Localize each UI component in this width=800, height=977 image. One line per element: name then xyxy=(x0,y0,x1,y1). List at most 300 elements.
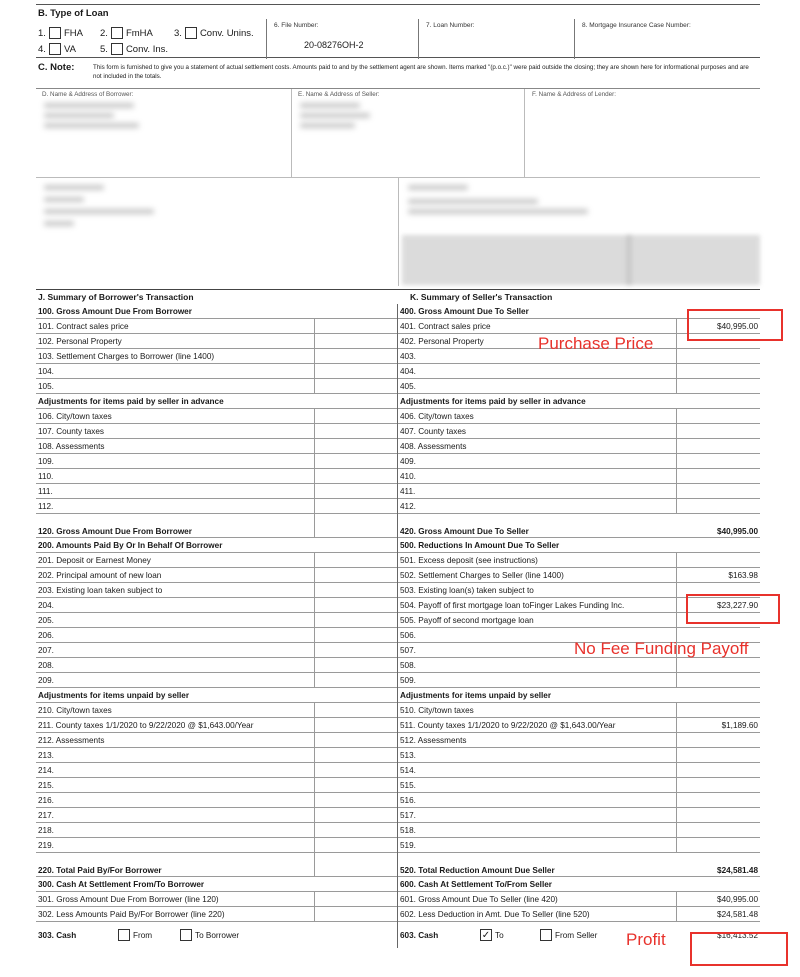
seller-row-label: 509. xyxy=(400,676,416,685)
borrower-row-label: 100. Gross Amount Due From Borrower xyxy=(38,307,192,316)
seller-row-label: 520. Total Reduction Amount Due Seller xyxy=(400,866,555,875)
seller-row-label: 508. xyxy=(400,661,416,670)
seller-row-label: 517. xyxy=(400,811,416,820)
seller-row xyxy=(398,853,760,877)
borrower-row-label: 219. xyxy=(38,841,54,850)
seller-column xyxy=(398,304,760,948)
seller-row xyxy=(398,793,760,808)
amount-column-divider xyxy=(314,469,315,483)
loan-option-conv-ins[interactable] xyxy=(100,43,168,55)
seller-summary-title: K. Summary of Seller's Transaction xyxy=(410,292,553,302)
borrower-row-label: 215. xyxy=(38,781,54,790)
borrower-row xyxy=(36,643,397,658)
seller-row-amount: $23,227.90 xyxy=(717,601,758,610)
redacted-text xyxy=(300,113,370,118)
borrower-row-label: 206. xyxy=(38,631,54,640)
amount-column-divider xyxy=(676,454,677,468)
borrower-row-label: 120. Gross Amount Due From Borrower xyxy=(38,527,192,536)
borrower-row xyxy=(36,568,397,583)
amount-column-divider xyxy=(676,613,677,627)
amount-column-divider xyxy=(676,484,677,498)
seller-row-label: 514. xyxy=(400,766,416,775)
borrower-row-label: 203. Existing loan taken subject to xyxy=(38,586,163,595)
conv-unins-checkbox[interactable] xyxy=(185,27,197,39)
mortgage-case-label: 8. Mortgage Insurance Case Number: xyxy=(582,22,691,29)
seller-row-label: 408. Assessments xyxy=(400,442,467,451)
amount-column-divider xyxy=(676,907,677,921)
loan-option-label: VA xyxy=(63,43,76,55)
seller-row-label: 506. xyxy=(400,631,416,640)
borrower-row-label: 109. xyxy=(38,457,54,466)
amount-column-divider xyxy=(314,778,315,792)
borrower-row xyxy=(36,703,397,718)
borrower-row xyxy=(36,334,397,349)
borrower-row xyxy=(36,598,397,613)
seller-row xyxy=(398,538,760,553)
seller-row-label: 504. Payoff of first mortgage loan toFinger Lakes Funding Inc. xyxy=(400,601,625,610)
seller-row-label: 601. Gross Amount Due To Seller (line 420) xyxy=(400,895,558,904)
redacted-text xyxy=(44,123,139,128)
borrower-row xyxy=(36,838,397,853)
borrower-row-label: 220. Total Paid By/For Borrower xyxy=(38,866,162,875)
seller-row xyxy=(398,568,760,583)
borrower-row-label: 103. Settlement Charges to Borrower (line 1400) xyxy=(38,352,215,361)
seller-row-label: 515. xyxy=(400,781,416,790)
seller-row-label: 401. Contract sales price xyxy=(400,322,491,331)
seller-row-label: 510. City/town taxes xyxy=(400,706,474,715)
amount-column-divider xyxy=(676,553,677,567)
amount-column-divider xyxy=(314,658,315,672)
highlight-box xyxy=(690,932,788,966)
borrower-row xyxy=(36,424,397,439)
seller-row-label: 503. Existing loan(s) taken subject to xyxy=(400,586,534,595)
seller-row xyxy=(398,364,760,379)
redacted-text xyxy=(44,197,84,202)
seller-row-label: Adjustments for items unpaid by seller xyxy=(400,691,552,700)
borrower-row xyxy=(36,454,397,469)
borrower-row-label: 107. County taxes xyxy=(38,427,104,436)
borrower-row xyxy=(36,748,397,763)
redacted-text xyxy=(408,199,538,204)
borrower-row xyxy=(36,808,397,823)
borrower-row-label: 301. Gross Amount Due From Borrower (line 120) xyxy=(38,895,219,904)
amount-column-divider xyxy=(314,793,315,807)
redacted-box xyxy=(402,235,632,285)
borrower-row xyxy=(36,499,397,514)
annotation-payoff: No Fee Funding Payoff xyxy=(574,639,749,658)
divider xyxy=(524,89,525,177)
seller-row xyxy=(398,439,760,454)
seller-row-label: 406. City/town taxes xyxy=(400,412,474,421)
amount-column-divider xyxy=(314,703,315,717)
borrower-row xyxy=(36,763,397,778)
cash-to-borrower-label: To Borrower xyxy=(195,930,240,940)
seller-row xyxy=(398,823,760,838)
amount-column-divider xyxy=(314,364,315,378)
borrower-row-label: Adjustments for items unpaid by seller xyxy=(38,691,190,700)
loan-option-label: Conv. Unins. xyxy=(199,27,254,39)
amount-column-divider xyxy=(314,823,315,837)
file-number-label: 6. File Number: xyxy=(274,22,319,29)
conv-ins-checkbox[interactable] xyxy=(111,43,123,55)
seller-row-label: 409. xyxy=(400,457,416,466)
amount-column-divider xyxy=(314,319,315,333)
loan-option-label: FHA xyxy=(63,27,83,39)
amount-column-divider xyxy=(676,499,677,513)
seller-row-label: 404. xyxy=(400,367,416,376)
amount-column-divider xyxy=(314,409,315,423)
redacted-text xyxy=(44,113,114,118)
section-c-label: C. Note: xyxy=(38,62,75,73)
amount-column-divider xyxy=(314,484,315,498)
amount-column-divider xyxy=(676,838,677,852)
seller-row-label: 400. Gross Amount Due To Seller xyxy=(400,307,529,316)
seller-row xyxy=(398,733,760,748)
borrower-row-label: 213. xyxy=(38,751,54,760)
amount-column-divider xyxy=(314,583,315,597)
borrower-row-label: 300. Cash At Settlement From/To Borrower xyxy=(38,880,205,889)
borrower-cash-label: 303. Cash xyxy=(38,931,77,940)
borrower-row xyxy=(36,778,397,793)
amount-column-divider xyxy=(676,424,677,438)
amount-column-divider xyxy=(314,454,315,468)
seller-row-amount: $163.98 xyxy=(728,571,758,580)
borrower-row-label: 211. County taxes 1/1/2020 to 9/22/2020 @ $1,643.00/Year xyxy=(38,721,254,730)
redacted-text xyxy=(300,123,355,128)
seller-row-label: 500. Reductions In Amount Due To Seller xyxy=(400,541,560,550)
parties-block xyxy=(36,88,760,285)
borrower-row xyxy=(36,613,397,628)
amount-column-divider xyxy=(676,364,677,378)
redacted-text xyxy=(44,221,74,226)
cash-from-checkbox[interactable] xyxy=(118,929,130,941)
borrower-row-label: 200. Amounts Paid By Or In Behalf Of Borrower xyxy=(38,541,223,550)
divider xyxy=(398,177,399,286)
seller-row-label: 511. County taxes 1/1/2020 to 9/22/2020 @ $1,643.00/Year xyxy=(400,721,616,730)
seller-row xyxy=(398,553,760,568)
amount-column-divider xyxy=(314,853,315,876)
amount-column-divider xyxy=(676,319,677,333)
va-checkbox[interactable] xyxy=(49,43,61,55)
seller-row-amount: $1,189.60 xyxy=(721,721,758,730)
amount-column-divider xyxy=(676,583,677,597)
borrower-row xyxy=(36,877,397,892)
borrower-row-label: 106. City/town taxes xyxy=(38,412,112,421)
amount-column-divider xyxy=(314,643,315,657)
file-number-value: 20-08276OH-2 xyxy=(304,40,364,50)
seller-row-label: 513. xyxy=(400,751,416,760)
seller-row-label: 600. Cash At Settlement To/From Seller xyxy=(400,880,552,889)
amount-column-divider xyxy=(314,568,315,582)
borrower-row xyxy=(36,484,397,499)
borrower-row xyxy=(36,379,397,394)
section-b-loan-type xyxy=(36,4,760,58)
seller-row xyxy=(398,394,760,409)
amount-column-divider xyxy=(314,892,315,906)
seller-row-label: 420. Gross Amount Due To Seller xyxy=(400,527,529,536)
borrower-row xyxy=(36,733,397,748)
cash-from-option[interactable] xyxy=(118,929,152,941)
amount-column-divider xyxy=(676,598,677,612)
seller-label: E. Name & Address of Seller: xyxy=(298,91,380,98)
amount-column-divider xyxy=(314,673,315,687)
cash-to-option[interactable] xyxy=(480,929,504,941)
amount-column-divider xyxy=(314,808,315,822)
divider xyxy=(418,19,419,59)
amount-column-divider xyxy=(314,748,315,762)
seller-row xyxy=(398,718,760,733)
divider xyxy=(574,19,575,59)
cash-to-label: To xyxy=(495,930,504,940)
cash-from-label: From xyxy=(133,930,153,940)
amount-column-divider xyxy=(314,439,315,453)
loan-option-conv-unins[interactable] xyxy=(174,27,254,39)
borrower-row-label: 110. xyxy=(38,472,54,481)
amount-column-divider xyxy=(314,733,315,747)
seller-row-label: 411. xyxy=(400,487,416,496)
amount-column-divider xyxy=(676,568,677,582)
amount-column-divider xyxy=(676,718,677,732)
seller-row xyxy=(398,658,760,673)
seller-row-label: 405. xyxy=(400,382,416,391)
borrower-row xyxy=(36,538,397,553)
borrower-row xyxy=(36,409,397,424)
borrower-row xyxy=(36,628,397,643)
amount-column-divider xyxy=(314,499,315,513)
seller-row-label: 410. xyxy=(400,472,416,481)
amount-column-divider xyxy=(314,613,315,627)
redacted-text xyxy=(44,103,134,108)
amount-column-divider xyxy=(676,733,677,747)
loan-option-number: 3. xyxy=(174,27,182,39)
borrower-row xyxy=(36,394,397,409)
loan-option-va[interactable] xyxy=(38,43,76,55)
loan-option-fmha[interactable] xyxy=(100,27,153,39)
seller-row-label: 516. xyxy=(400,796,416,805)
lender-label: F. Name & Address of Lender: xyxy=(532,91,617,98)
amount-column-divider xyxy=(314,763,315,777)
borrower-row-label: 108. Assessments xyxy=(38,442,105,451)
amount-column-divider xyxy=(676,748,677,762)
cash-from-seller-option[interactable] xyxy=(540,929,597,941)
redacted-text xyxy=(408,209,588,214)
borrower-row-label: 201. Deposit or Earnest Money xyxy=(38,556,151,565)
seller-row-label: 602. Less Deduction in Amt. Due To Seller (line 520) xyxy=(400,910,590,919)
seller-row-amount: $24,581.48 xyxy=(717,866,758,875)
borrower-row xyxy=(36,907,397,922)
borrower-row-label: 111. xyxy=(38,487,53,496)
seller-row xyxy=(398,808,760,823)
borrower-row-label: Adjustments for items paid by seller in advance xyxy=(38,397,224,406)
cash-to-borrower-option[interactable] xyxy=(180,929,239,941)
loan-option-number: 2. xyxy=(100,27,108,39)
seller-row xyxy=(398,409,760,424)
amount-column-divider xyxy=(314,907,315,921)
cash-to-checkbox[interactable]: ✓ xyxy=(481,930,491,941)
borrower-row xyxy=(36,853,397,877)
borrower-row-label: 202. Principal amount of new loan xyxy=(38,571,162,580)
section-b-title: B. Type of Loan xyxy=(38,8,109,19)
borrower-row xyxy=(36,304,397,319)
seller-row xyxy=(398,514,760,538)
redacted-box xyxy=(626,235,760,285)
seller-row-label: 502. Settlement Charges to Seller (line 1400) xyxy=(400,571,564,580)
borrower-row xyxy=(36,469,397,484)
redacted-text xyxy=(44,185,104,190)
borrower-row-label: 105. xyxy=(38,382,54,391)
amount-column-divider xyxy=(314,598,315,612)
seller-row-label: 519. xyxy=(400,841,416,850)
seller-row-amount: $40,995.00 xyxy=(717,527,758,536)
seller-row xyxy=(398,379,760,394)
borrower-row xyxy=(36,673,397,688)
seller-cash-label: 603. Cash xyxy=(400,931,439,940)
seller-row xyxy=(398,748,760,763)
borrower-row-label: 208. xyxy=(38,661,54,670)
borrower-column xyxy=(36,304,398,948)
seller-row-label: 407. County taxes xyxy=(400,427,466,436)
borrower-row xyxy=(36,892,397,907)
amount-column-divider xyxy=(676,673,677,687)
amount-column-divider xyxy=(676,823,677,837)
borrower-row-label: 216. xyxy=(38,796,54,805)
borrower-row-label: 212. Assessments xyxy=(38,736,105,745)
borrower-label: D. Name & Address of Borrower: xyxy=(42,91,134,98)
borrower-summary-title: J. Summary of Borrower's Transaction xyxy=(38,292,194,302)
loan-option-number: 4. xyxy=(38,43,46,55)
divider xyxy=(291,89,292,177)
borrower-row-label: 204. xyxy=(38,601,54,610)
seller-row-label: 512. Assessments xyxy=(400,736,467,745)
seller-row xyxy=(398,484,760,499)
redacted-text xyxy=(300,103,360,108)
seller-row-label: 507. xyxy=(400,646,416,655)
fha-checkbox[interactable] xyxy=(49,27,61,39)
amount-column-divider xyxy=(676,778,677,792)
borrower-cash-row xyxy=(36,922,397,948)
fmha-checkbox[interactable] xyxy=(111,27,123,39)
borrower-row xyxy=(36,349,397,364)
section-c-note: This form is furnished to give you a statement of actual settlement costs. Amounts paid to and by the settlement agent are shown. Items marked "(p.o.c.)" were paid outside the closing; they are shown here for informational purposes and are not included in the totals. xyxy=(93,64,749,80)
amount-column-divider xyxy=(676,703,677,717)
seller-row-label: 402. Personal Property xyxy=(400,337,484,346)
seller-row-label: 518. xyxy=(400,826,416,835)
borrower-row-label: 207. xyxy=(38,646,54,655)
seller-row xyxy=(398,499,760,514)
loan-option-number: 5. xyxy=(100,43,108,55)
loan-option-label: Conv. Ins. xyxy=(125,43,169,55)
amount-column-divider xyxy=(676,892,677,906)
borrower-row xyxy=(36,364,397,379)
amount-column-divider xyxy=(314,334,315,348)
borrower-row xyxy=(36,319,397,334)
seller-row xyxy=(398,469,760,484)
amount-column-divider xyxy=(676,439,677,453)
seller-row xyxy=(398,907,760,922)
amount-column-divider xyxy=(676,793,677,807)
seller-row xyxy=(398,703,760,718)
borrower-row-label: 205. xyxy=(38,616,54,625)
seller-row-amount: $40,995.00 xyxy=(717,322,758,331)
annotation-purchase-price: Purchase Price xyxy=(538,334,654,353)
highlight-box xyxy=(686,594,780,624)
amount-column-divider xyxy=(676,409,677,423)
amount-column-divider xyxy=(676,349,677,363)
borrower-row-label: 302. Less Amounts Paid By/For Borrower (line 220) xyxy=(38,910,225,919)
seller-row-label: 501. Excess deposit (see instructions) xyxy=(400,556,538,565)
seller-row xyxy=(398,688,760,703)
amount-column-divider xyxy=(314,379,315,393)
seller-row-label: 403. xyxy=(400,352,416,361)
redacted-text xyxy=(408,185,468,190)
amount-column-divider xyxy=(676,334,677,348)
borrower-row-label: 104. xyxy=(38,367,54,376)
amount-column-divider xyxy=(314,838,315,852)
borrower-row-label: 209. xyxy=(38,676,54,685)
borrower-row xyxy=(36,823,397,838)
loan-option-label: FmHA xyxy=(125,27,153,39)
loan-number-label: 7. Loan Number: xyxy=(426,22,475,29)
loan-option-number: 1. xyxy=(38,27,46,39)
annotation-profit: Profit xyxy=(626,930,666,949)
amount-column-divider xyxy=(676,379,677,393)
amount-column-divider xyxy=(314,628,315,642)
borrower-row-label: 217. xyxy=(38,811,54,820)
seller-row xyxy=(398,763,760,778)
seller-row xyxy=(398,673,760,688)
seller-row xyxy=(398,892,760,907)
seller-row xyxy=(398,778,760,793)
seller-row-amount: $24,581.48 xyxy=(717,910,758,919)
borrower-row-label: 112. xyxy=(38,502,54,511)
borrower-row xyxy=(36,583,397,598)
borrower-row xyxy=(36,718,397,733)
amount-column-divider xyxy=(676,658,677,672)
borrower-row xyxy=(36,439,397,454)
amount-column-divider xyxy=(676,763,677,777)
seller-row-label: Adjustments for items paid by seller in advance xyxy=(400,397,586,406)
borrower-row xyxy=(36,793,397,808)
seller-row xyxy=(398,877,760,892)
borrower-row-label: 102. Personal Property xyxy=(38,337,122,346)
seller-row-label: 505. Payoff of second mortgage loan xyxy=(400,616,534,625)
borrower-row xyxy=(36,514,397,538)
redacted-text xyxy=(44,209,154,214)
amount-column-divider xyxy=(676,808,677,822)
cash-from-seller-checkbox[interactable] xyxy=(540,929,552,941)
seller-row xyxy=(398,838,760,853)
amount-column-divider xyxy=(314,514,315,537)
amount-column-divider xyxy=(314,553,315,567)
seller-row-amount: $40,995.00 xyxy=(717,895,758,904)
highlight-box xyxy=(687,309,783,341)
seller-row xyxy=(398,454,760,469)
borrower-row-label: 218. xyxy=(38,826,54,835)
loan-option-fha[interactable] xyxy=(38,27,83,39)
borrower-row-label: 210. City/town taxes xyxy=(38,706,112,715)
amount-column-divider xyxy=(314,349,315,363)
borrower-row xyxy=(36,553,397,568)
seller-row-label: 412. xyxy=(400,502,416,511)
cash-to-borrower-checkbox[interactable] xyxy=(180,929,192,941)
borrower-row xyxy=(36,658,397,673)
divider xyxy=(266,19,267,59)
borrower-row xyxy=(36,688,397,703)
cash-from-seller-label: From Seller xyxy=(555,930,598,940)
borrower-row-label: 214. xyxy=(38,766,54,775)
amount-column-divider xyxy=(314,718,315,732)
amount-column-divider xyxy=(676,469,677,483)
